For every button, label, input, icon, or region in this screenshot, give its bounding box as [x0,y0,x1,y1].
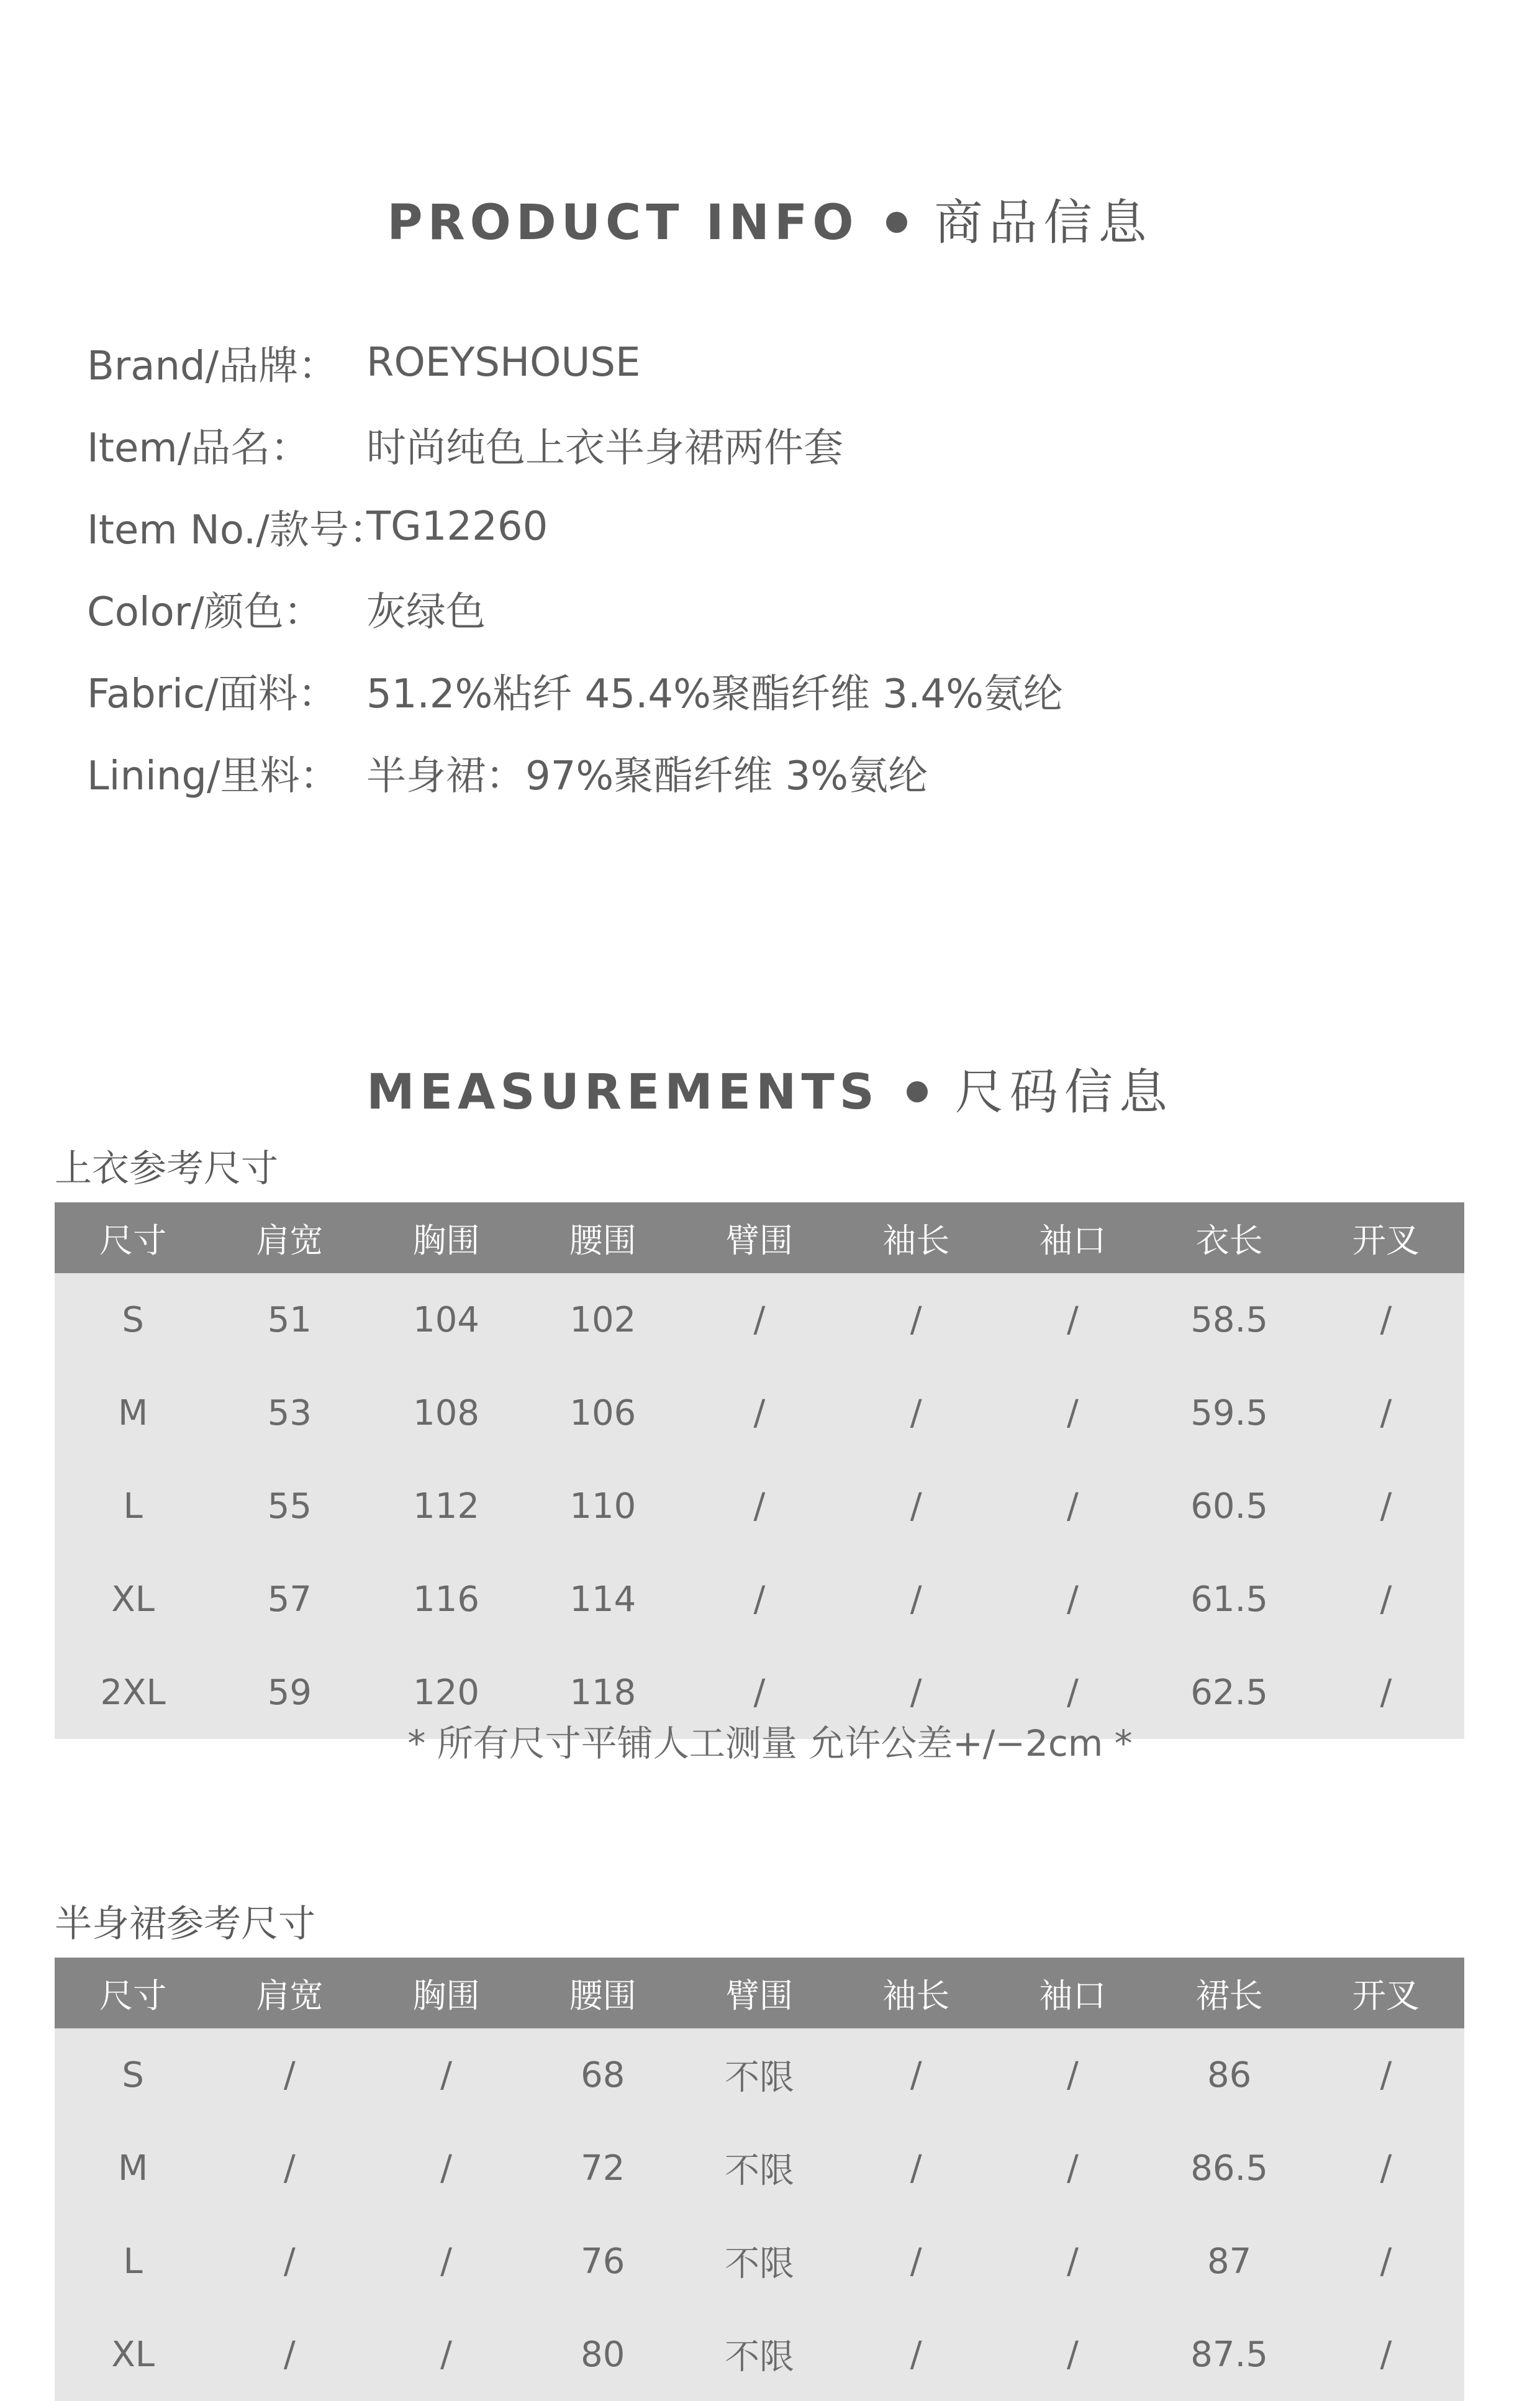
table-cell: 108 [413,1392,479,1433]
table-cell: XL [111,1579,155,1620]
header-chest: 胸围 [412,1220,480,1260]
item-no-value: TG12260 [366,504,548,550]
table-cell: 87 [1207,2241,1252,2282]
table-cell: L [123,1486,143,1527]
table-cell: 2XL [100,1672,166,1713]
table-cell: 68 [581,2054,625,2095]
table-cell: / [1066,1486,1079,1527]
table-cell: / [1380,1299,1392,1340]
table-cell: 58.5 [1190,1299,1268,1340]
table-cell: / [910,2148,922,2189]
table-cell: / [753,1299,766,1340]
header-slit: 开叉 [1352,1220,1420,1260]
item-value: 时尚纯色上衣半身裙两件套 [366,425,843,471]
info-row-color [87,568,1063,650]
table-cell: / [1380,1486,1392,1527]
table-cell: / [1066,2241,1079,2282]
table-cell: / [440,2054,452,2095]
header-chest: 胸围 [412,1976,480,2015]
table-row [55,1553,1464,1646]
table-row [55,2215,1464,2308]
title-dot-icon [886,212,907,233]
lining-value: 半身裙：97%聚酯纤维 3%氨纶 [366,753,928,799]
table-cell: 59.5 [1190,1392,1268,1433]
table-cell: 72 [581,2148,625,2189]
product-info-list [87,322,1063,814]
table-cell: 87.5 [1190,2334,1268,2375]
header-arm: 臂围 [725,1976,793,2015]
measurements-title-en: MEASUREMENTS [366,1064,879,1120]
table-cell: XL [111,2334,155,2375]
table-cell: / [1380,1392,1392,1433]
header-slit: 开叉 [1352,1976,1420,2015]
table-cell: M [117,1392,148,1433]
product-info-title-en: PRODUCT INFO [387,195,859,251]
skirt-size-title: 半身裙参考尺寸 [55,1902,315,1946]
top-size-title: 上衣参考尺寸 [55,1147,278,1191]
table-cell: 53 [267,1392,312,1433]
table-cell: / [910,1672,922,1713]
table-cell: 86 [1207,2054,1252,2095]
table-cell: S [122,2054,144,2095]
table-cell: 116 [413,1579,479,1620]
table-cell: / [1380,2148,1392,2189]
color-label: Color/颜色： [87,589,324,635]
header-sleeve-length: 袖长 [882,1220,950,1260]
table-cell: / [1066,2054,1079,2095]
table-cell: 55 [267,1486,312,1527]
table-cell: / [283,2241,296,2282]
table-cell: 59 [267,1672,312,1713]
table-cell: / [910,1486,922,1527]
table-cell: 104 [413,1299,479,1340]
table-row [55,2028,1464,2122]
table-cell: / [1066,1392,1079,1433]
table-cell: / [1380,1672,1392,1713]
table-cell: / [1380,1579,1392,1620]
table-cell: / [910,1392,922,1433]
table-cell: / [1380,2241,1392,2282]
header-waist: 腰围 [569,1976,636,2015]
table-cell: 120 [413,1672,479,1713]
product-info-title-zh: 商品信息 [934,195,1153,251]
measurements-title-zh: 尺码信息 [954,1064,1174,1120]
info-row-brand [87,322,1063,404]
table-cell: 102 [569,1299,636,1340]
table-cell: 不限 [724,2337,794,2377]
measurements-title [0,1053,1540,1123]
info-row-item-no [87,486,1063,568]
header-arm: 臂围 [725,1220,793,1260]
table-cell: / [910,2241,922,2282]
table-cell: / [910,2334,922,2375]
table-cell: 61.5 [1190,1579,1268,1620]
fabric-label: Fabric/面料： [87,671,338,717]
header-sleeve-length: 袖长 [882,1976,950,2015]
color-value: 灰绿色 [366,589,486,635]
table-cell: 112 [413,1486,479,1527]
table-cell: / [283,2334,296,2375]
table-row [55,1273,1464,1366]
item-label: Item/品名： [87,425,310,471]
header-length: 衣长 [1195,1220,1263,1260]
table-cell: S [122,1299,144,1340]
table-cell: 不限 [724,2058,794,2098]
header-size: 尺寸 [99,1220,167,1260]
table-cell: / [1066,1672,1079,1713]
table-cell: / [753,1392,766,1433]
lining-label: Lining/里料： [87,753,340,799]
table-cell: / [1066,2334,1079,2375]
info-row-item [87,404,1063,486]
table-cell: / [1380,2054,1392,2095]
table-header-row [55,1202,1464,1273]
table-cell: 不限 [724,2244,794,2284]
fabric-value: 51.2%粘纤 45.4%聚酯纤维 3.4%氨纶 [366,671,1063,717]
table-cell: / [1066,1299,1079,1340]
table-row [55,2308,1464,2401]
top-size-table [55,1202,1464,1739]
header-cuff: 袖口 [1039,1976,1107,2015]
table-cell: / [1066,1579,1079,1620]
table-cell: / [753,1486,766,1527]
table-cell: 62.5 [1190,1672,1268,1713]
brand-value: ROEYSHOUSE [366,340,641,386]
table-cell: 60.5 [1190,1486,1268,1527]
table-cell: M [117,2148,148,2189]
table-cell: 110 [569,1486,636,1527]
table-cell: / [440,2241,452,2282]
table-cell: 76 [581,2241,625,2282]
table-cell: 106 [569,1392,636,1433]
table-cell: 118 [569,1672,636,1713]
table-cell: / [1066,2148,1079,2189]
header-shoulder: 肩宽 [256,1220,324,1260]
info-row-lining [87,732,1063,814]
table-cell: 114 [569,1579,636,1620]
header-waist: 腰围 [569,1220,636,1260]
table-cell: / [753,1579,766,1620]
table-cell: / [1380,2334,1392,2375]
header-cuff: 袖口 [1039,1220,1107,1260]
table-cell: 51 [267,1299,312,1340]
table-cell: L [123,2241,143,2282]
item-no-label: Item No./款号： [87,507,389,553]
header-skirt-length: 裙长 [1195,1976,1263,2015]
table-cell: 不限 [724,2151,794,2191]
table-cell: / [440,2334,452,2375]
table-row [55,1459,1464,1553]
table-cell: / [440,2148,452,2189]
table-cell: 80 [581,2334,625,2375]
table-row [55,2122,1464,2215]
table-cell: 86.5 [1190,2148,1268,2189]
table-cell: / [283,2054,296,2095]
header-shoulder: 肩宽 [256,1976,324,2015]
brand-label: Brand/品牌： [87,343,338,389]
skirt-size-table [55,1958,1464,2401]
table-row [55,1366,1464,1459]
table-cell: / [283,2148,296,2189]
product-info-title [0,184,1540,253]
table-cell: / [910,2054,922,2095]
title-dot-icon [907,1081,928,1102]
table-cell: / [910,1579,922,1620]
table-header-row [55,1958,1464,2028]
measurement-note: * 所有尺寸平铺人工测量 允许公差+/−2cm * [407,1722,1133,1764]
table-cell: 57 [267,1579,312,1620]
info-row-fabric [87,650,1063,732]
header-size: 尺寸 [99,1976,167,2015]
table-cell: / [910,1299,922,1340]
table-cell: / [753,1672,766,1713]
